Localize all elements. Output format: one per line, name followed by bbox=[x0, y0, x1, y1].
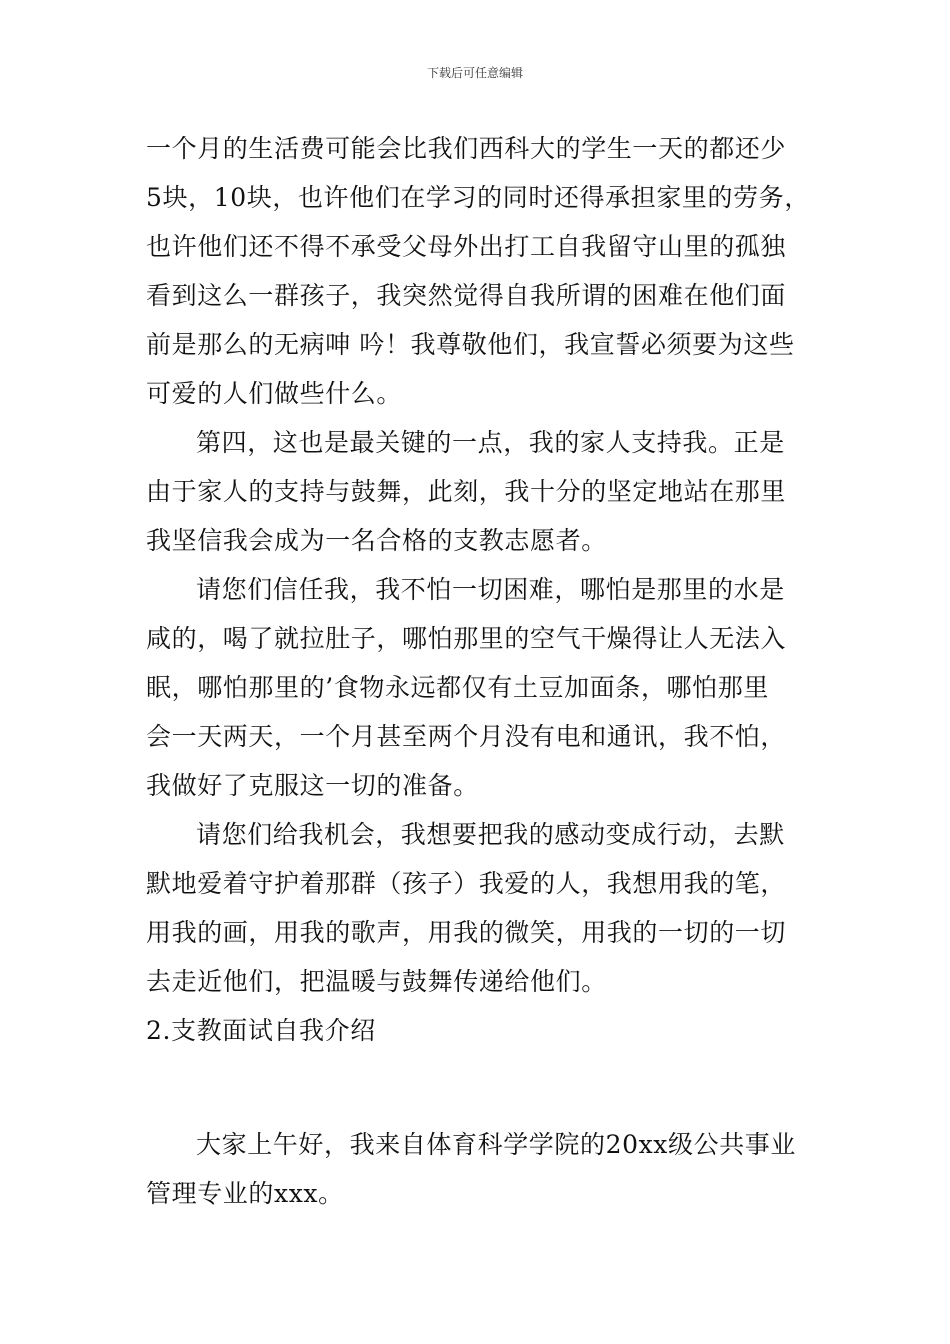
body-text-block-1 bbox=[146, 124, 810, 1055]
text-line: 默地爱着守护着那群（孩子）我爱的人，我想用我的笔， bbox=[146, 869, 787, 898]
paragraph-start-line: 请您们信任我，我不怕一切困难，哪怕是那里的水是 bbox=[196, 575, 785, 604]
paragraph-start-line: 大家上午好，我来自体育科学学院的20xx级公共事业 bbox=[196, 1130, 797, 1159]
page-header: 下载后可任意编辑 bbox=[426, 66, 523, 80]
text-line: 一个月的生活费可能会比我们西科大的学生一天的都还少 bbox=[146, 134, 787, 163]
text-line: 5块，10块，也许他们在学习的同时还得承担家里的劳务， bbox=[146, 183, 810, 212]
section-heading: 2.支教面试自我介绍 bbox=[146, 1016, 376, 1045]
text-line: 由于家人的支持与鼓舞，此刻，我十分的坚定地站在那里 bbox=[146, 477, 787, 506]
text-line: 我坚信我会成为一名合格的支教志愿者。 bbox=[146, 526, 607, 555]
text-line: 可爱的人们做些什么。 bbox=[146, 379, 403, 408]
text-line: 眠，哪怕那里的’食物永远都仅有土豆加面条，哪怕那里 bbox=[146, 673, 769, 702]
text-line: 会一天两天，一个月甚至两个月没有电和通讯，我不怕， bbox=[146, 722, 787, 751]
text-line: 用我的画，用我的歌声，用我的微笑，用我的一切的一切 bbox=[146, 918, 787, 947]
text-line: 我做好了克服这一切的准备。 bbox=[146, 771, 479, 800]
paragraph-start-line: 第四，这也是最关键的一点，我的家人支持我。正是 bbox=[196, 428, 785, 457]
paragraph-start-line: 请您们给我机会，我想要把我的感动变成行动，去默 bbox=[196, 820, 785, 849]
text-line: 也许他们还不得不承受父母外出打工自我留守山里的孤独 bbox=[146, 232, 787, 261]
text-line: 看到这么一群孩子，我突然觉得自我所谓的困难在他们面 bbox=[146, 281, 787, 310]
body-text-block-2 bbox=[146, 1120, 806, 1218]
text-line: 咸的，喝了就拉肚子，哪怕那里的空气干燥得让人无法入 bbox=[146, 624, 787, 653]
text-line: 管理专业的xxx。 bbox=[146, 1179, 344, 1208]
text-line: 去走近他们，把温暖与鼓舞传递给他们。 bbox=[146, 967, 607, 996]
text-line: 前是那么的无病呻 吟！我尊敬他们，我宣誓必须要为这些 bbox=[146, 330, 795, 359]
